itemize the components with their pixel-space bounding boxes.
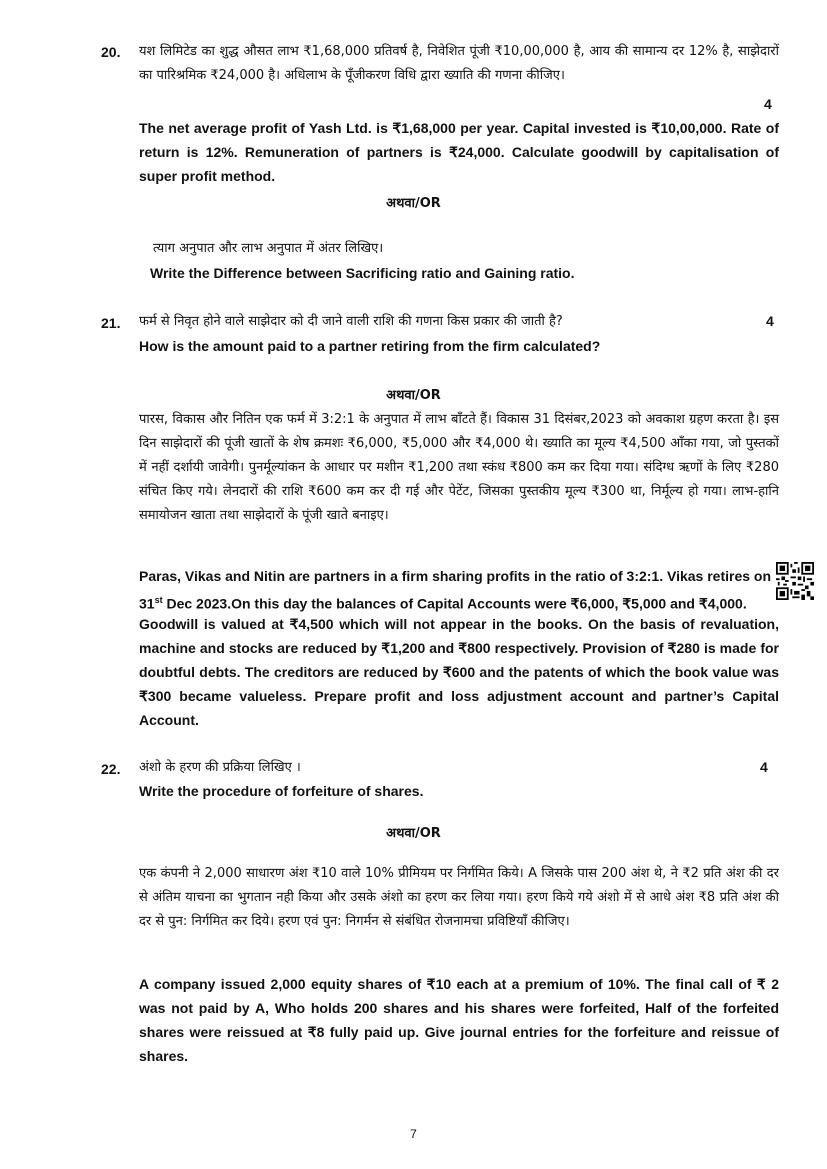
question-20-hindi: यश लिमिटेड का शुद्ध औसत लाभ ₹1,68,000 प्रतिवर्ष है, निवेशित पूंजी ₹10,00,000 है, आय की सामान्य दर 12% है, साझेदारों का पारिश्रमिक ₹24,000 है। अधिलाभ के पूँजीकरण विधि द्वारा ख्याति की गणना कीजिए। <box>139 44 779 83</box>
question-22-marks: 4 <box>760 759 768 775</box>
question-21-or-hindi: पारस, विकास और नितिन एक फर्म में 3:2:1 के अनुपात में लाभ बाँटते हैं। विकास 31 दिसंबर,2023 को अवकाश ग्रहण करता है। इस दिन साझेदारों की पूंजी खातों के शेष क्रमशः ₹6,000, ₹5,000 और ₹4,000 थे। ख्याति का मूल्य ₹4,500 आँका गया, जो पुस्तकों में नहीं दर्शायी जावेगी। पुनर्मूल्यांकन के आधार पर मशीन ₹1,200 तथा स्कंध ₹800 कम कर दिया गया। संदिग्ध ऋणों के लिए ₹280 संचित किए गये। लेनदारों की राशि ₹600 कम कर दी गई और पेटेंट, जिसका पुस्तकीय मूल्य ₹300 था, निर्मूल्य हो गया। लाभ-हानि समायोजन खाता तथा साझेदारों के पूंजी खाते बनाइए। <box>139 412 779 523</box>
question-22-or-english: A company issued 2,000 equity shares of ₹10 each at a premium of 10%. The final call of ₹ 2 was not paid by A, Who holds 200 shares and his shares were forfeited, Half of the forfeited shares were reissued at ₹8 fully paid up. Give journal entries for the forfeiture and reissue of shares. <box>139 976 779 1064</box>
question-20-number: 20. <box>101 44 121 60</box>
question-21-number: 21. <box>101 315 121 331</box>
question-22-or-hindi: एक कंपनी ने 2,000 साधारण अंश ₹10 वाले 10% प्रीमियम पर निर्गमित किये। A जिसके पास 200 अंश थे, ने ₹2 प्रति अंश की दर से अंतिम याचना का भुगतान नही किया और उसके अंशो का हरण कर लिया गया। हरण किये गये अंशो में से आधे अंश ₹8 प्रति अंश की दर से पुन: निर्गमित कर दिये। हरण एवं पुन: निगर्मन से संबंधित रोजनामचा प्रविष्टियाँ कीजिए। <box>139 866 780 929</box>
question-21-hindi: फर्म से निवृत होने वाले साझेदार को दी जाने वाली राशि की गणना किस प्रकार की जाती है? <box>139 314 563 329</box>
question-21-or-label: अथवा/OR <box>386 388 441 403</box>
question-21-marks: 4 <box>766 313 774 329</box>
page-number: 7 <box>410 1127 417 1141</box>
question-20-or-english: Write the Difference between Sacrificing ratio and Gaining ratio. <box>150 265 575 281</box>
date-ordinal: st <box>154 595 163 605</box>
question-20-marks: 4 <box>764 96 772 112</box>
date-day: 31 <box>139 595 155 612</box>
qr-code-icon <box>776 562 814 600</box>
question-22-or-label: अथवा/OR <box>386 826 441 841</box>
question-21-english: How is the amount paid to a partner retiring from the firm calculated? <box>139 338 601 354</box>
question-22-hindi: अंशो के हरण की प्रक्रिया लिखिए । <box>139 760 301 775</box>
question-22-english: Write the procedure of forfeiture of shares. <box>139 783 424 799</box>
question-20-or-hindi: त्याग अनुपात और लाभ अनुपात में अंतर लिखिए। <box>153 241 384 256</box>
question-20-english: The net average profit of Yash Ltd. is ₹1,68,000 per year. Capital invested is ₹10,00,000. Rate of return is 12%. Remuneration of partners is ₹24,000. Calculate goodwill by capitalisation of super profit method. <box>139 120 779 184</box>
question-22-number: 22. <box>101 761 121 777</box>
capital-balances-text: Dec 2023.On this day the balances of Capital Accounts were ₹6,000, ₹5,000 and ₹4,000. <box>162 595 747 612</box>
question-20-or-label: अथवा/OR <box>386 196 441 211</box>
question-21-or-english-line1: Paras, Vikas and Nitin are partners in a firm sharing profits in the ratio of 3:2:1. Vikas retires on <box>139 568 772 584</box>
question-21-or-english-rest: Goodwill is valued at ₹4,500 which will not appear in the books. On the basis of revaluation, machine and stocks are reduced by ₹1,200 and ₹800 respectively. Provision of ₹280 is made for doubtful debts. The creditors are reduced by ₹600 and the patents of which the book value was ₹300 became valueless. Prepare profit and loss adjustment account and partner’s Capital Account. <box>139 616 779 728</box>
